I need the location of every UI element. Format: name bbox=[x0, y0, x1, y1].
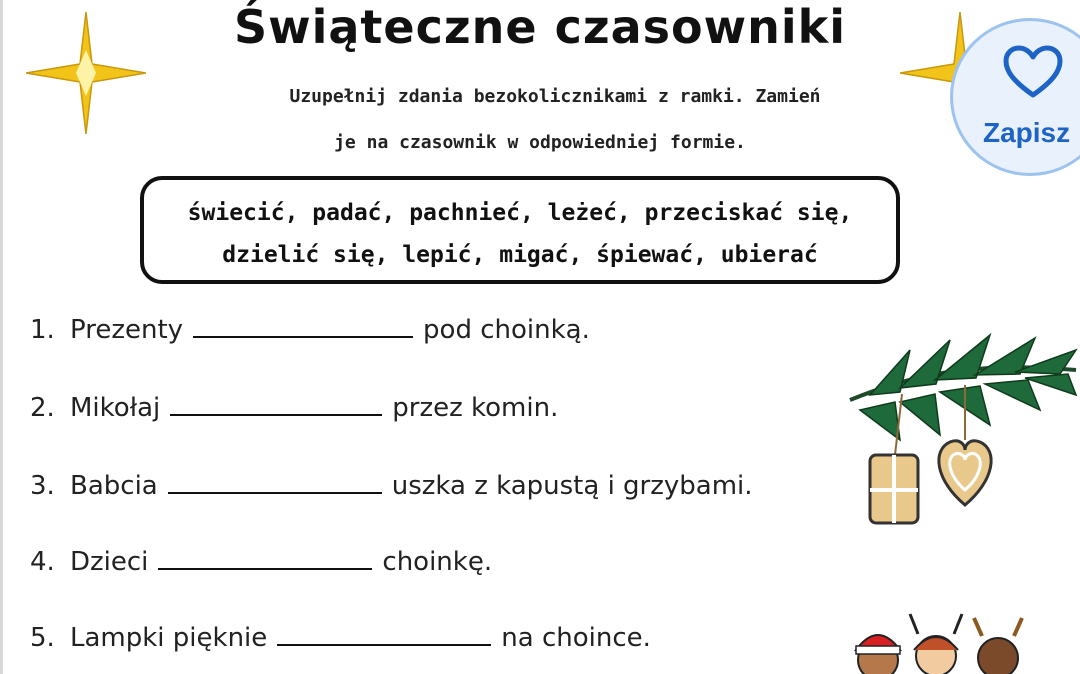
item-number: 1. bbox=[30, 315, 55, 345]
exercise-item-1 bbox=[30, 314, 590, 345]
item-text-after: przez komin. bbox=[392, 393, 559, 423]
exercise-item-5 bbox=[30, 622, 651, 653]
christmas-branch-icon bbox=[840, 330, 1078, 530]
heart-icon bbox=[1003, 45, 1063, 99]
item-text-before: Lampki pięknie bbox=[70, 623, 268, 653]
item-number: 5. bbox=[30, 623, 55, 653]
answer-blank[interactable] bbox=[158, 546, 372, 570]
item-text-before: Babcia bbox=[70, 471, 158, 501]
save-button-label: Zapisz bbox=[983, 117, 1071, 148]
item-text-after: choinkę. bbox=[382, 547, 493, 577]
answer-blank[interactable] bbox=[193, 314, 413, 338]
item-text-before: Mikołaj bbox=[70, 393, 161, 423]
item-number: 2. bbox=[30, 393, 55, 423]
item-text-after: pod choinką. bbox=[423, 315, 590, 345]
answer-blank[interactable] bbox=[277, 622, 491, 646]
answer-blank[interactable] bbox=[170, 392, 382, 416]
instruction-line-2: je na czasownik w odpowiedniej formie. bbox=[334, 132, 746, 153]
word-bank-box bbox=[140, 176, 900, 284]
item-number: 4. bbox=[30, 547, 55, 577]
item-text-before: Prezenty bbox=[70, 315, 184, 345]
item-text-after: na choince. bbox=[501, 623, 651, 653]
exercise-item-4 bbox=[30, 546, 492, 577]
word-bank-line-1: świecić, padać, pachnieć, leżeć, przeciskać się, bbox=[187, 200, 853, 226]
page-left-edge bbox=[0, 0, 3, 674]
item-number: 3. bbox=[30, 471, 55, 501]
answer-blank[interactable] bbox=[168, 470, 382, 494]
exercise-item-2 bbox=[30, 392, 558, 423]
instruction-line-1: Uzupełnij zdania bezokolicznikami z ramki. Zamień bbox=[289, 86, 821, 107]
children-characters-icon bbox=[848, 610, 1028, 674]
item-text-before: Dzieci bbox=[70, 547, 149, 577]
exercise-item-3 bbox=[30, 470, 753, 501]
item-text-after: uszka z kapustą i grzybami. bbox=[391, 471, 753, 501]
worksheet-title: Świąteczne czasowniki bbox=[233, 0, 847, 54]
word-bank-line-2: dzielić się, lepić, migać, śpiewać, ubierać bbox=[222, 242, 818, 268]
